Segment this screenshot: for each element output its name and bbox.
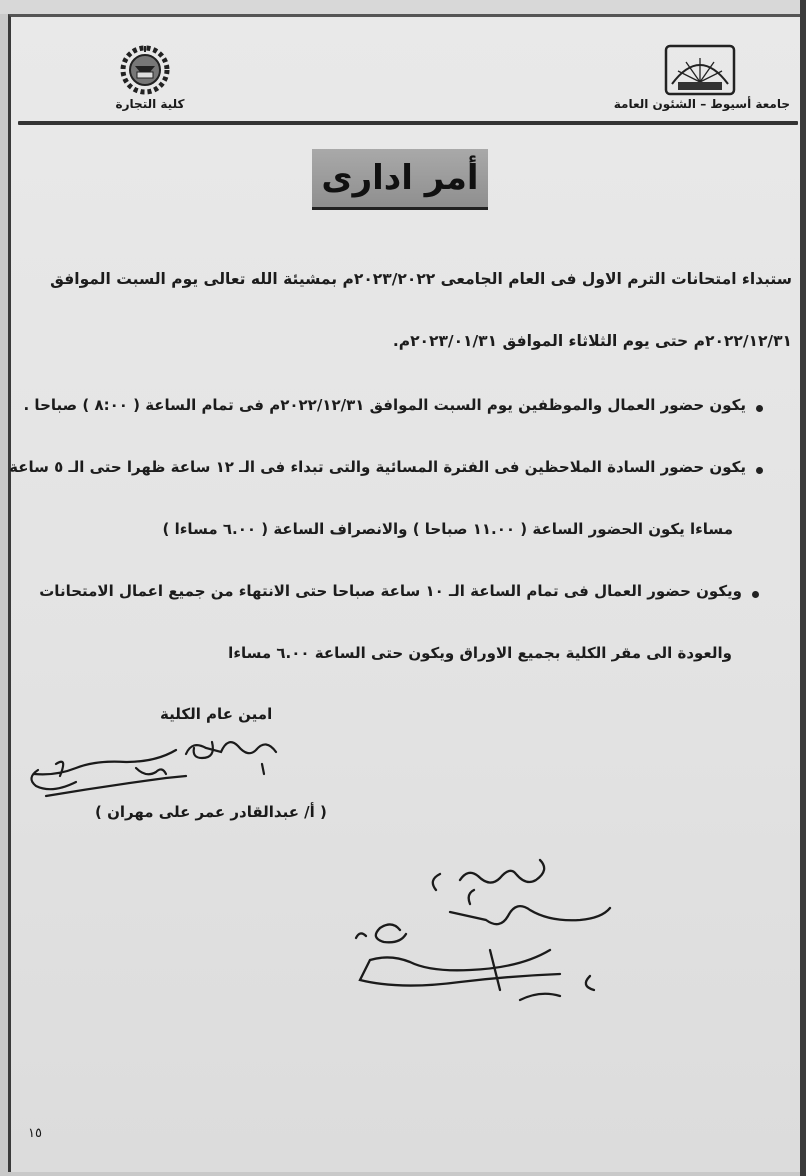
paragraph-line-1: ستبداء امتحانات الترم الاول فى العام الجامعى ٢٠٢٣/٢٠٢٢م بمشيئة الله تعالى يوم السبت الموافق (50, 270, 792, 288)
bullet-marker-3 (752, 591, 759, 598)
header-divider (18, 121, 798, 125)
signer-title: امين عام الكلية (160, 705, 273, 723)
document-title: أمر ادارى (321, 158, 479, 198)
page-number: ١٥ (28, 1126, 42, 1141)
bullet-1-text: يكون حضور العمال والموظفين يوم السبت الموافق ٢٠٢٢/١٢/٣١م فى تمام الساعة ( ٨:٠٠ ) صباحا . (23, 396, 746, 414)
faculty-header: كلية التجارة (115, 97, 185, 111)
bullet-2-text: يكون حضور السادة الملاحظين فى الفترة المسائية والتى تبداء فى الـ ١٢ ساعة ظهرا حتى الـ ٥ ساعة (9, 458, 746, 476)
paragraph-line-2: ٢٠٢٢/١٢/٣١م حتى يوم الثلاثاء الموافق ٢٠٢٣/٠١/٣١م. (392, 332, 792, 350)
university-header: جامعة أسيوط – الشئون العامة (613, 97, 790, 111)
title-box (312, 149, 488, 210)
scan-right-edge (800, 0, 806, 1176)
faculty-logo-icon (113, 44, 177, 96)
bullet-marker-2 (756, 467, 763, 474)
bullet-marker-1 (756, 405, 763, 412)
scan-top-strip (0, 0, 806, 14)
bullet-3-text: ويكون حضور العمال فى تمام الساعة الـ ١٠ ساعة صباحا حتى الانتهاء من جميع اعمال الامتحانات (39, 582, 742, 600)
handwritten-signature-1 (16, 728, 296, 808)
signer-name: ( أ/ عبدالقادر عمر على مهران ) (95, 803, 327, 821)
bullet-3-continuation: والعودة الى مقر الكلية بجميع الاوراق ويكون حتى الساعة ٦.٠٠ مساءا (228, 644, 732, 662)
handwritten-approval-signature (340, 850, 630, 1025)
bullet-2-continuation: مساءا يكون الحضور الساعة ( ١١.٠٠ صباحا ) والانصراف الساعة ( ٦.٠٠ مساءا ) (162, 520, 733, 538)
university-logo-icon (664, 44, 736, 96)
